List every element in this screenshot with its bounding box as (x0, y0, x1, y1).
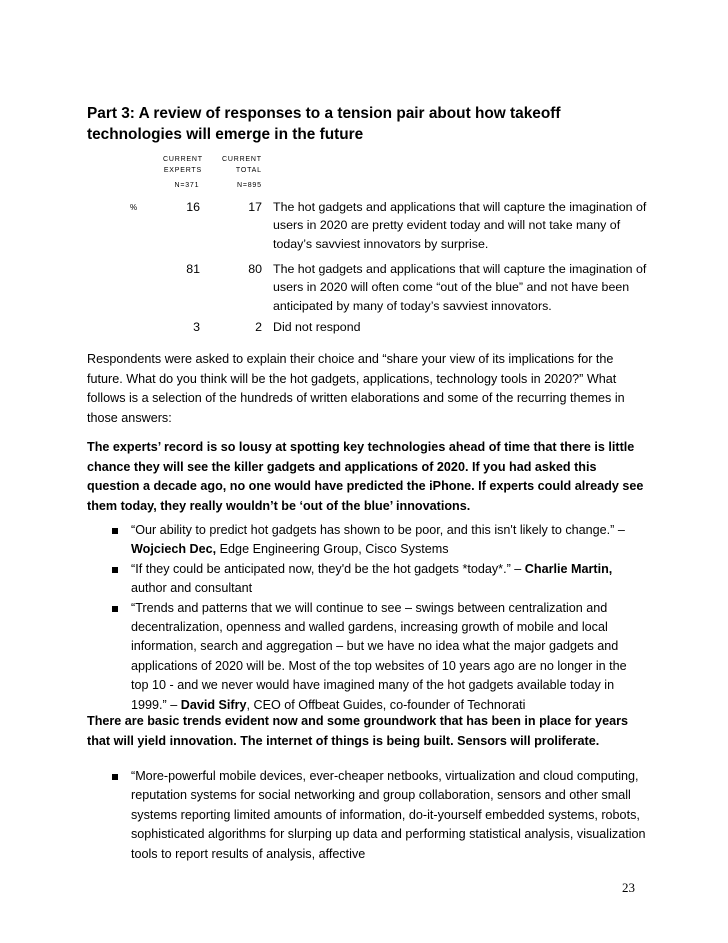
answer-text: The hot gadgets and applications that will capture the imagination of users in 2020 are pretty evident today and will not take many of today’s savviest innovators by surprise. (273, 200, 647, 251)
section2-heading: There are basic trends evident now and some groundwork that has been in place for years that will yield innovation. The internet of things is being built. Sensors will proliferate. (87, 714, 628, 748)
experts-value: 3 (193, 320, 200, 334)
list-item (87, 560, 647, 599)
experts-header-line2: EXPERTS (163, 167, 202, 174)
bullet-square-icon (112, 774, 118, 780)
section-heading: Part 3: A review of responses to a tension pair about how takeoff technologies will emerge in the future (87, 105, 561, 143)
quote-affiliation: , CEO of Offbeat Guides, co-founder of Technorati (246, 697, 526, 712)
bullet-square-icon (112, 567, 118, 573)
experts-header-line1: CURRENT (163, 156, 203, 163)
quote-text: “Trends and patterns that we will continue to see – swings between centralization and decentralization, openness and walled gardens, increasing growth of mobile and local information, search and aggregation – but we have no idea what the major gadgets and applications of 2020 will be. Most of the top websites of 10 years ago are no longer in the top 10 - and we never would have imagined many of the hot gadgets available today in 1999.” – (131, 600, 627, 712)
quote-author: David Sifry (180, 697, 247, 712)
total-value: 80 (248, 262, 262, 276)
experts-value: 81 (186, 262, 200, 276)
list-item (87, 767, 647, 864)
answer-text: The hot gadgets and applications that will capture the imagination of users in 2020 will often come “out of the blue” and not have been anticipated by many of today’s savviest innovators. (273, 262, 647, 313)
total-value: 17 (248, 200, 262, 214)
quote-author: Wojciech Dec, (131, 542, 217, 557)
quote-text: “More-powerful mobile devices, ever-cheaper netbooks, virtualization and cloud computing, reputation systems for social networking and group collaboration, sensors and other small systems reporting limited amounts of information, do-it-yourself embedded systems, robots, sophisticated algorithms for slurping up data and performing statistical analysis, visualization tools to report results of analysis, affective (131, 769, 646, 861)
quote-text: “If they could be anticipated now, they'd be the hot gadgets *today*.” – (131, 561, 525, 576)
total-value: 2 (255, 320, 262, 334)
experts-sample-size: N=371 (174, 182, 200, 189)
list-item (87, 599, 647, 715)
quote-author: Charlie Martin, (524, 561, 613, 576)
list-item (87, 521, 647, 560)
quote-affiliation: author and consultant (131, 581, 253, 596)
total-header-line1: CURRENT (222, 156, 262, 163)
section1-bullet-list (87, 521, 647, 715)
total-header-line2: TOTAL (235, 167, 262, 174)
total-sample-size: N=895 (237, 182, 262, 189)
experts-column-header (163, 154, 203, 191)
section1-heading: The experts’ record is so lousy at spotting key technologies ahead of time that there is little chance they will see the killer gadgets and applications of 2020. If you had asked this question a decade ago, no one would have predicted the iPhone. If experts could already see them today, they really wouldn’t be ‘out of the blue’ innovations. (87, 440, 644, 513)
intro-paragraph: Respondents were asked to explain their choice and “share your view of its implications for the future. What do you think will be the hot gadgets, applications, technology tools in 2020?” What follows is a selection of the hundreds of written elaborations and some of the recurring themes in those answers: (87, 352, 625, 425)
page-number: 23 (622, 880, 635, 895)
quote-text: “Our ability to predict hot gadgets has shown to be poor, and this isn't likely to change.” – (131, 523, 625, 537)
bullet-square-icon (112, 528, 118, 534)
percent-symbol: % (130, 203, 138, 212)
quote-affiliation: Edge Engineering Group, Cisco Systems (216, 542, 449, 557)
total-column-header (222, 154, 262, 191)
bullet-square-icon (112, 606, 118, 612)
section2-bullet-list (87, 767, 647, 864)
experts-value: 16 (186, 200, 200, 214)
answer-text: Did not respond (273, 320, 361, 334)
